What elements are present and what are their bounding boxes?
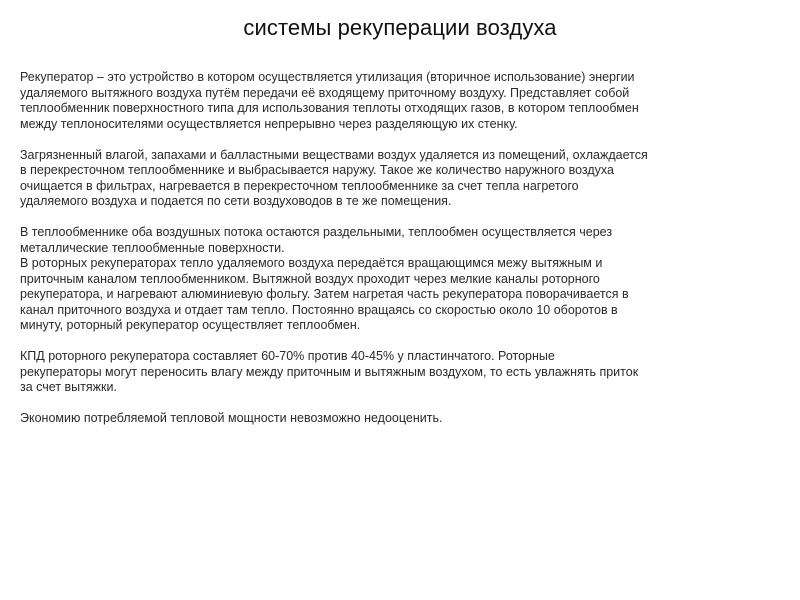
text-line: удаляемого воздуха и подается по сети воздуховодов в те же помещения. — [20, 194, 452, 208]
text-line: Экономию потребляемой тепловой мощности невозможно недооценить. — [20, 411, 443, 425]
paragraph-conclusion — [20, 411, 680, 427]
text-line: КПД роторного рекуператора составляет 60-70% против 40-45% у пластинчатого. Роторные — [20, 349, 555, 363]
slide-title: системы рекуперации воздуха — [243, 15, 557, 40]
paragraph-rotary — [20, 256, 680, 334]
paragraph-efficiency — [20, 349, 680, 396]
paragraph-separate-flows — [20, 225, 680, 256]
slide-body — [20, 70, 680, 442]
text-line: Загрязненный влагой, запахами и балластными веществами воздух удаляется из помещений, охлаждается — [20, 147, 648, 162]
text-line: В роторных рекуператорах тепло удаляемого воздуха передаётся вращающимся межу вытяжным и — [20, 256, 603, 270]
text-line: приточным каналом теплообменником. Вытяжной воздух проходит через мелкие каналы роторного — [20, 271, 600, 286]
text-line: теплообменник поверхностного типа для использования теплоты отходящих газов, в котором теплообмен — [20, 101, 639, 115]
paragraph-process — [20, 148, 680, 210]
text-line: за счет вытяжки. — [20, 380, 117, 394]
text-line: минуту, роторный рекуператор осуществляет теплообмен. — [20, 318, 361, 332]
text-line: между теплоносителями осуществляется непрерывно через разделяющую их стенку. — [20, 116, 518, 131]
text-line: металлические теплообменные поверхности. — [20, 240, 285, 255]
text-line: очищается в фильтрах, нагревается в перекресточном теплообменнике за счет тепла нагретого — [20, 178, 579, 193]
text-line: канал приточного воздуха и отдает там тепло. Постоянно вращаясь со скоростью около 10 оборотов в — [20, 302, 618, 317]
text-line: в перекресточном теплообменнике и выбрасывается наружу. Такое же количество наружного воздуха — [20, 163, 614, 177]
text-line: В теплообменнике оба воздушных потока остаются раздельными, теплообмен осуществляется через — [20, 225, 613, 239]
text-line: удаляемого вытяжного воздуха путём передачи её входящему приточному воздуху. Представляет собой — [20, 85, 630, 100]
text-line: рекуператора, и нагревают алюминиевую фольгу. Затем нагретая часть рекуператора поворачивается в — [20, 287, 629, 301]
text-line: рекуператоры могут переносить влагу между приточным и вытяжным воздухом, то есть увлажнять приток — [20, 364, 639, 379]
text-line: Рекуператор – это устройство в котором осуществляется утилизация (вторичное использование) энергии — [20, 70, 635, 84]
paragraph-definition — [20, 70, 680, 132]
